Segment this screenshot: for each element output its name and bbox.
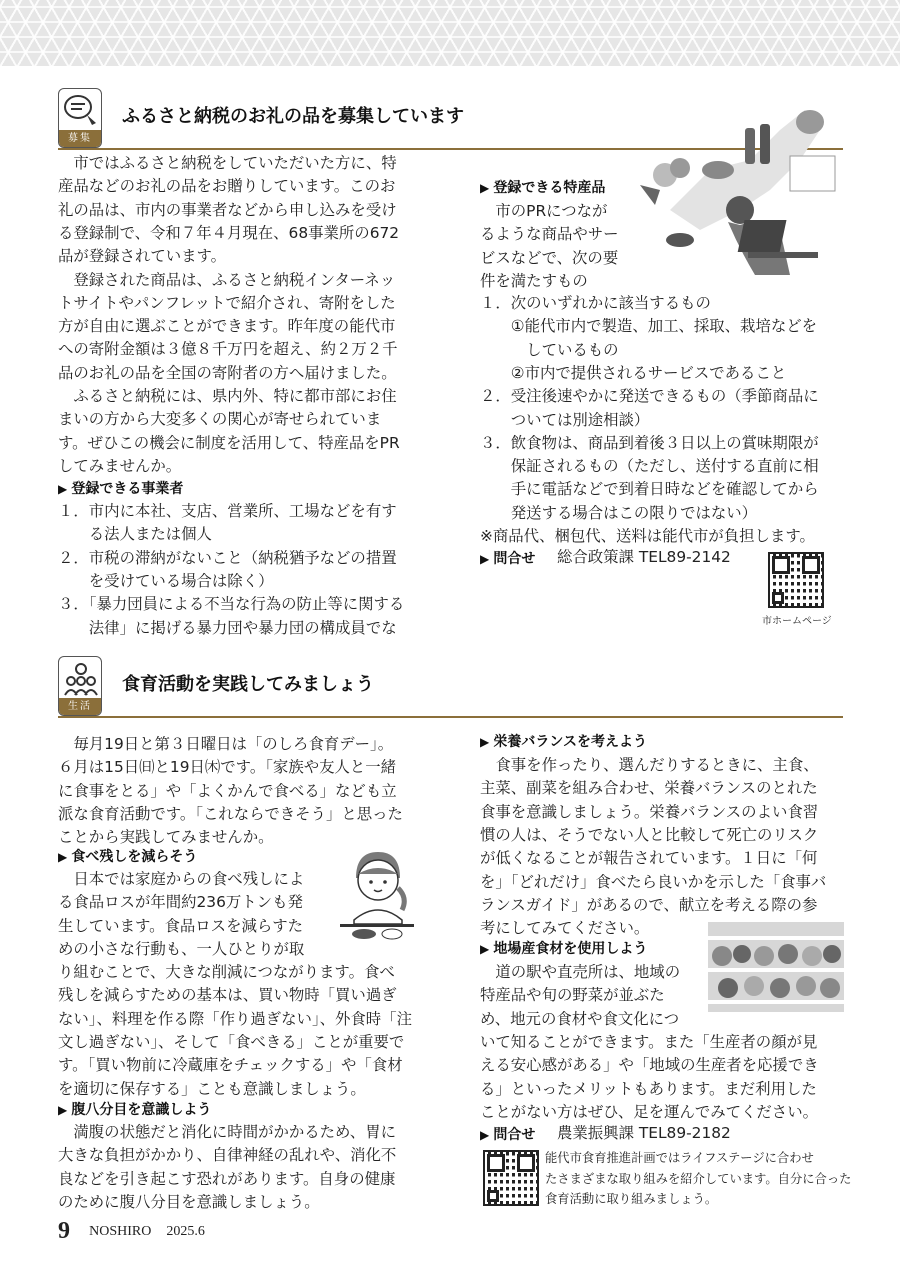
body-text-line — [480, 152, 495, 175]
qr-code-city-homepage[interactable] — [768, 552, 824, 608]
subheading-business: ▶ 登録できる事業者 — [58, 478, 183, 500]
body-text-line: を」「どれだけ」食べたら良いかを示した「食事バ — [480, 872, 827, 891]
category-label: 募集 — [59, 130, 101, 147]
body-text-line: ６月は15日㈰と19日㈭です。「家族や友人と一緒 — [58, 758, 397, 777]
body-text-line: るような商品やサー — [480, 225, 619, 244]
section-title: ふるさと納税のお礼の品を募集しています — [122, 106, 464, 127]
people-lightbulb-icon — [63, 661, 99, 697]
body-text-line: 毎月19日と第３日曜日は「のしろ食育デー」。 — [58, 735, 394, 753]
list-item-line: 保証されるもの（ただし、送付する直前に相 — [480, 457, 819, 476]
body-text-line: め、地元の食材や食文化につ — [480, 1009, 680, 1028]
subheading-hara: ▶ 腹八分目を意識しよう — [58, 1099, 211, 1121]
body-text-line: 特産品や旬の野菜が並ぶた — [480, 986, 665, 1005]
category-badge — [58, 88, 102, 148]
qr-note-line: たさまざまな取り組みを紹介しています。自分に合った — [545, 1171, 852, 1186]
list-item-line: ３．飲食物は、商品到着後３日以上の賞味期限が — [480, 433, 819, 452]
qr-caption: 市ホームページ — [762, 616, 832, 627]
list-item-line: 発送する場合はこの限りではない） — [480, 503, 758, 522]
body-text-line: ランスガイド」があるので、献立を考える際の参 — [480, 895, 818, 914]
body-text-line: 登録された商品は、ふるさと納税インターネッ — [58, 270, 396, 289]
body-text-line: 産品などのお礼の品をお贈りしています。このお — [58, 177, 396, 196]
body-text-line: 主菜、副菜を組み合わせ、栄養バランスのとれた — [480, 779, 818, 798]
body-text-line: への寄附金額は３億８千万円を超え、約２万２千 — [58, 340, 398, 359]
body-text-line: る登録制で、令和７年４月現在、68事業所の672 — [58, 223, 400, 242]
body-text-line: 市ではふるさと納税をしていただいた方に、特 — [58, 154, 397, 172]
body-text-line: 良などを引き起こす恐れがあります。自身の健康 — [58, 1169, 396, 1188]
body-text-line: 品のお礼の品を全国の寄附者の方へ届けました。 — [58, 363, 397, 382]
body-text-line: す。ぜひこの機会に制度を活用して、特産品をPR — [58, 433, 400, 452]
body-text-line: 品が登録されています。 — [58, 247, 227, 266]
list-item-line: 法律」に掲げる暴力団や暴力団の構成員でな — [58, 618, 397, 637]
body-text-line: 文し過ぎない」、そして「食べきる」ことが重要で — [58, 1032, 405, 1051]
section-header-shokuiku — [58, 656, 843, 718]
list-item-line: ３．「暴力団員による不当な行為の防止等に関する — [58, 595, 405, 614]
contact-label: ▶ 問合せ — [480, 548, 535, 570]
body-text-line: える安心感がある」や「地域の生産者を応援でき — [480, 1056, 819, 1075]
body-text-line: に食事をとる」や「よくかんで食べる」なども立 — [58, 781, 397, 800]
list-item-line: 手に電話などで到着日時などを確認してから — [480, 480, 819, 499]
footer — [58, 1218, 205, 1245]
list-item-line: しているもの — [480, 340, 619, 359]
body-text-line: 道の駅や直売所は、地域の — [480, 963, 681, 981]
section-title: 食育活動を実践してみましょう — [122, 674, 374, 695]
girl-eating-illustration — [336, 848, 418, 944]
qr-note-line: 能代市食育推進計画ではライフステージに合わせ — [545, 1151, 814, 1165]
body-text-line: 大きな負担がかかり、自律神経の乱れや、消化不 — [58, 1146, 397, 1165]
body-text-line: ことがない方はぜひ、足を運んでみてください。 — [480, 1102, 818, 1121]
body-text-line: 食事を作ったり、選んだりするときに、主食、 — [480, 756, 819, 774]
body-text-line: ふるさと納税には、県内外、特に都市部にお住 — [58, 387, 397, 405]
body-text-line: ことから実践してみませんか。 — [58, 828, 274, 847]
body-text-line: のために腹八分目を意識しましょう。 — [58, 1192, 320, 1211]
list-item-line: ついては別途相談） — [480, 410, 650, 429]
body-text-line: る食品ロスが年間約236万トンも発 — [58, 893, 303, 912]
body-text-line: 礼の品は、市内の事業者などから申し込みを受け — [58, 200, 397, 219]
list-item-line: １．次のいずれかに該当するもの — [480, 294, 711, 312]
body-text-line: を適切に保存する」ことも意識しましょう。 — [58, 1079, 366, 1098]
body-text-line: 満腹の状態だと消化に時間がかかるため、胃に — [58, 1123, 396, 1141]
body-text-line: 残しを減らすための基本は、買い物時「買い過ぎ — [58, 986, 397, 1005]
body-text-line: ビスなどで、次の要 — [480, 248, 619, 267]
top-pattern-band — [0, 0, 900, 66]
list-item-line: ２．受注後速やかに発送できるもの（季節商品に — [480, 387, 819, 406]
farmers-market-illustration — [708, 922, 844, 1012]
speech-bubble-icon — [63, 93, 99, 129]
list-item-line: ①能代市内で製造、加工、採取、栽培などを — [480, 317, 818, 336]
list-item-line: ２．市税の滞納がないこと（納税猶予などの措置 — [58, 548, 397, 567]
body-text-line: 生しています。食品ロスを減らすた — [58, 916, 304, 935]
contact-label: ▶ 問合せ — [480, 1124, 535, 1146]
list-item-line: を受けている場合は除く） — [58, 571, 274, 590]
qr-note-line: 食育活動に取り組みましょう。 — [545, 1192, 718, 1206]
body-text-line: る」といったメリットもあります。まだ利用した — [480, 1079, 817, 1098]
page-number: 9 — [58, 1218, 70, 1244]
body-text-line: ない」、料理を作る際「作り過ぎない」、外食時「注 — [58, 1009, 412, 1028]
list-item-line: ②市内で提供されるサービスであること — [480, 363, 787, 382]
contact-text: 総合政策課 TEL89-2142 — [557, 548, 731, 566]
subheading-product: ▶ 登録できる特産品 — [480, 177, 605, 199]
list-item-line: １．市内に本社、支店、営業所、工場などを有す — [58, 502, 397, 520]
body-text-line: 市のPRにつなが — [480, 202, 608, 220]
body-text-line: 食事を意識しましょう。栄養バランスのよい食習 — [480, 802, 819, 821]
body-text-line: 慣の人は、そうでない人と比較して死亡のリスク — [480, 825, 819, 844]
body-text-line: す。「買い物前に冷蔵庫をチェックする」や「食材 — [58, 1056, 403, 1075]
note-text: ※商品代、梱包代、送料は能代市が負担します。 — [480, 527, 815, 545]
body-text-line: してみませんか。 — [58, 456, 182, 475]
body-text-line: り組むことで、大きな削減につながります。食べ — [58, 963, 395, 981]
subheading-local: ▶ 地場産食材を使用しよう — [480, 938, 647, 960]
body-text-line: トサイトやパンフレットで紹介され、寄附をした — [58, 293, 396, 312]
body-text-line: めの小さな行動も、一人ひとりが取 — [58, 939, 305, 958]
body-text-line: 件を満たすもの — [480, 271, 588, 290]
body-text-line: 考にしてみてください。 — [480, 919, 650, 938]
body-text-line: 方が自由に選ぶことができます。昨年度の能代市 — [58, 317, 396, 336]
subheading-balance: ▶ 栄養バランスを考えよう — [480, 731, 647, 753]
list-item-line: る法人または個人 — [58, 525, 212, 544]
subheading-waste: ▶ 食べ残しを減らそう — [58, 846, 197, 868]
body-text-line: いて知ることができます。また「生産者の顔が見 — [480, 1033, 818, 1051]
body-text-line: 派な食育活動です。「これならできそう」と思った — [58, 804, 403, 823]
contact-text: 農業振興課 TEL89-2182 — [557, 1124, 731, 1142]
qr-code-shokuiku-plan[interactable] — [483, 1150, 539, 1206]
category-badge — [58, 656, 102, 716]
japan-map-laptop-illustration — [630, 100, 850, 290]
category-label: 生活 — [59, 698, 101, 715]
magazine-name: NOSHIRO — [89, 1223, 152, 1239]
body-text-line: 日本では家庭からの食べ残しによ — [58, 870, 305, 888]
body-text-line: まいの方から大変多くの関心が寄せられていま — [58, 410, 382, 429]
body-text-line: が低くなることが報告されています。１日に「何 — [480, 849, 818, 868]
issue-date: 2025.6 — [166, 1223, 205, 1239]
